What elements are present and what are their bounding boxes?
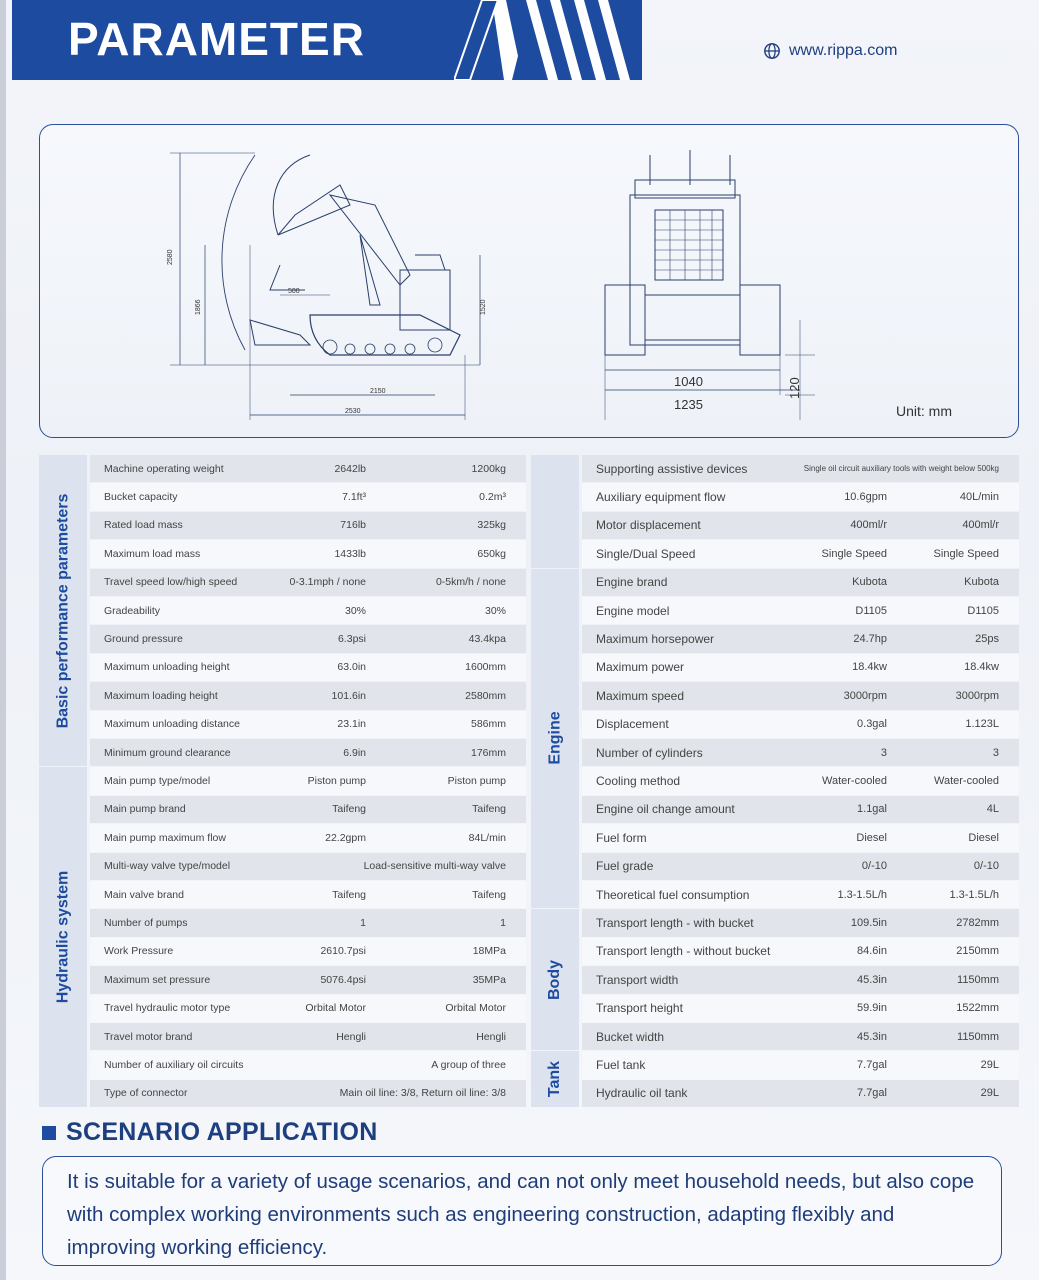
table-row — [90, 711, 526, 738]
param-value-imperial: A group of three — [431, 1059, 506, 1072]
table-row — [582, 938, 1019, 965]
unit-label: Unit: mm — [896, 403, 952, 419]
table-row — [90, 455, 526, 482]
param-value-imperial: 1433lb — [334, 547, 366, 560]
param-value-metric: 1150mm — [957, 1030, 999, 1043]
param-value-metric: 35MPa — [472, 973, 506, 986]
param-value-imperial: 109.5in — [850, 917, 887, 930]
param-value-metric: Kubota — [964, 576, 999, 589]
table-row — [90, 540, 526, 567]
group-label: Engine — [546, 711, 564, 766]
param-value-imperial: 101.6in — [331, 689, 366, 702]
table-row — [90, 569, 526, 596]
table-row — [582, 483, 1019, 510]
table-row — [90, 796, 526, 823]
param-name: Supporting assistive devices — [596, 461, 748, 476]
scenario-description: It is suitable for a variety of usage scenarios, and can not only meet household needs, but also cope with complex working environments such as engineering construction, adapting flexibly and improving working efficiency. — [42, 1156, 1002, 1266]
table-row — [582, 881, 1019, 908]
param-name: Maximum load mass — [104, 547, 201, 560]
table-row — [582, 909, 1019, 936]
param-value-metric: 1 — [500, 917, 506, 930]
logo-stripes-icon — [454, 0, 644, 80]
table-row — [582, 995, 1019, 1022]
param-name: Gradeability — [104, 604, 161, 617]
table-row — [582, 512, 1019, 539]
param-value-imperial: 7.1ft³ — [342, 491, 366, 504]
param-value-metric: 0-5km/h / none — [435, 576, 506, 589]
param-name: Multi-way valve type/model — [104, 860, 231, 873]
param-name: Travel hydraulic motor type — [104, 1002, 231, 1015]
dim-front-outer: 1235 — [674, 397, 703, 412]
table-row — [582, 682, 1019, 709]
table-row — [582, 966, 1019, 993]
param-name: Fuel tank — [596, 1058, 646, 1073]
param-value-metric: Water-cooled — [933, 775, 999, 788]
param-name: Motor displacement — [596, 518, 701, 533]
table-row — [582, 853, 1019, 880]
param-value-metric: Taifeng — [472, 888, 506, 901]
param-value-imperial: 5076.4psi — [320, 973, 366, 986]
group-hydraulic-system — [39, 767, 87, 1107]
table-row — [90, 1080, 526, 1107]
param-name: Main valve brand — [104, 888, 184, 901]
group-blank — [531, 455, 579, 568]
param-name: Engine oil change amount — [596, 802, 735, 817]
param-name: Number of cylinders — [596, 745, 703, 760]
table-row — [90, 938, 526, 965]
param-value-metric: 400ml/r — [962, 519, 999, 532]
table-row — [90, 682, 526, 709]
param-value-metric: Piston pump — [447, 775, 506, 788]
group-body — [531, 909, 579, 1050]
param-value-metric: Hengli — [476, 1030, 506, 1043]
param-value-metric: 586mm — [470, 718, 506, 731]
table-row — [582, 654, 1019, 681]
loader-drawing-svg — [40, 125, 1020, 439]
page-title: PARAMETER — [68, 13, 365, 65]
param-value-imperial: 45.3in — [857, 1030, 887, 1043]
table-row — [90, 853, 526, 880]
param-value-imperial: 84.6in — [857, 945, 887, 958]
scenario-heading — [42, 1118, 378, 1147]
dim-side-reach: 500 — [288, 288, 300, 295]
param-value-metric: 1522mm — [956, 1002, 999, 1015]
param-value-imperial: 7.7gal — [857, 1059, 887, 1072]
param-name: Single/Dual Speed — [596, 546, 696, 561]
param-value-imperial: Taifeng — [332, 888, 366, 901]
param-value-imperial: Kubota — [852, 576, 887, 589]
param-value-metric: 2150mm — [956, 945, 999, 958]
param-value-imperial: 22.2gpm — [325, 831, 366, 844]
table-row — [90, 483, 526, 510]
param-value-metric: 30% — [484, 604, 506, 617]
param-name: Fuel form — [596, 830, 647, 845]
dim-side-dump: 2150 — [370, 388, 386, 395]
table-row — [90, 881, 526, 908]
param-value-imperial: 7.7gal — [857, 1087, 887, 1100]
param-name: Maximum loading height — [104, 689, 218, 702]
dim-front-height: 120 — [787, 377, 802, 399]
param-value-imperial: 10.6gpm — [844, 491, 887, 504]
param-value-imperial: 3 — [880, 746, 887, 759]
param-value-imperial: 2642lb — [334, 462, 366, 475]
param-value-imperial: 6.3psi — [337, 633, 366, 646]
param-value-metric: 0/-10 — [973, 860, 999, 873]
table-row — [582, 711, 1019, 738]
group-label: Tank — [546, 1061, 564, 1098]
table-row — [582, 796, 1019, 823]
param-value-metric: 4L — [986, 803, 999, 816]
param-name: Transport length - with bucket — [596, 916, 754, 931]
param-value-metric: 1150mm — [957, 973, 999, 986]
param-value-imperial: Single oil circuit auxiliary tools with weight below 500kg — [803, 464, 999, 474]
table-row — [90, 995, 526, 1022]
param-value-metric: 29L — [980, 1087, 999, 1100]
param-value-metric: 3000rpm — [955, 689, 999, 702]
param-value-imperial: Orbital Motor — [305, 1002, 366, 1015]
param-name: Auxiliary equipment flow — [596, 490, 726, 505]
table-row — [582, 824, 1019, 851]
param-value-imperial: 24.7hp — [853, 633, 887, 646]
param-value-imperial: 63.0in — [337, 661, 366, 674]
param-name: Maximum horsepower — [596, 632, 715, 647]
param-value-imperial: Main oil line: 3/8, Return oil line: 3/8 — [339, 1087, 506, 1100]
table-row — [582, 597, 1019, 624]
group-label: Basic performance parameters — [53, 493, 71, 729]
table-row — [582, 625, 1019, 652]
param-value-metric: D1105 — [967, 604, 999, 617]
table-row — [90, 512, 526, 539]
param-value-imperial: Hengli — [336, 1030, 366, 1043]
param-name: Maximum speed — [596, 688, 685, 703]
param-value-metric: Orbital Motor — [445, 1002, 506, 1015]
dim-side-length: 2530 — [345, 408, 361, 415]
table-row — [582, 455, 1019, 482]
param-name: Maximum set pressure — [104, 973, 211, 986]
param-value-imperial: Diesel — [856, 831, 887, 844]
param-value-imperial: Load-sensitive multi-way valve — [363, 860, 506, 873]
table-row — [582, 569, 1019, 596]
param-name: Maximum unloading height — [104, 661, 230, 674]
param-value-metric: 0.2m³ — [479, 491, 506, 504]
param-value-metric: 176mm — [470, 746, 506, 759]
param-name: Bucket capacity — [104, 491, 178, 504]
param-name: Type of connector — [104, 1087, 188, 1100]
table-row — [90, 1051, 526, 1078]
param-name: Hydraulic oil tank — [596, 1086, 688, 1101]
table-row — [90, 739, 526, 766]
param-value-imperial: Taifeng — [332, 803, 366, 816]
group-basic-performance-parameters — [39, 455, 87, 766]
table-row — [582, 739, 1019, 766]
table-row — [90, 625, 526, 652]
table-row — [90, 654, 526, 681]
param-value-metric: 1.123L — [965, 718, 999, 731]
square-bullet-icon — [42, 1126, 56, 1140]
param-value-imperial: 45.3in — [857, 973, 887, 986]
param-value-metric: 25ps — [975, 633, 999, 646]
dim-side-height: 1520 — [480, 299, 487, 315]
param-value-metric: 2580mm — [465, 689, 506, 702]
param-value-metric: 1200kg — [471, 462, 506, 475]
scenario-title: SCENARIO APPLICATION — [66, 1118, 378, 1146]
group-tank — [531, 1051, 579, 1107]
param-name: Engine model — [596, 603, 670, 618]
param-name: Main pump type/model — [104, 775, 211, 788]
table-row — [582, 767, 1019, 794]
param-value-metric: 18.4kw — [964, 661, 999, 674]
table-row — [90, 909, 526, 936]
dim-side-total-height: 2580 — [167, 249, 174, 265]
table-row — [582, 1023, 1019, 1050]
group-engine — [531, 569, 579, 909]
param-name: Transport length - without bucket — [596, 944, 771, 959]
dim-side-pin-height: 1866 — [195, 299, 202, 315]
website-text: www.rippa.com — [789, 42, 898, 59]
param-name: Main pump brand — [104, 803, 186, 816]
param-value-imperial: 6.9in — [343, 746, 366, 759]
table-row — [90, 824, 526, 851]
param-name: Transport width — [596, 972, 679, 987]
param-name: Transport height — [596, 1001, 683, 1016]
param-value-imperial: 2610.7psi — [320, 945, 366, 958]
param-value-metric: 18MPa — [472, 945, 506, 958]
param-value-metric: 325kg — [477, 519, 506, 532]
param-name: Number of pumps — [104, 917, 188, 930]
param-value-metric: 3 — [992, 746, 999, 759]
param-name: Maximum power — [596, 660, 685, 675]
param-value-metric: 43.4kpa — [468, 633, 506, 646]
param-value-imperial: 1.3-1.5L/h — [837, 888, 887, 901]
param-name: Work Pressure — [104, 945, 174, 958]
param-value-imperial: 1 — [360, 917, 366, 930]
group-label: Hydraulic system — [53, 871, 71, 1004]
param-value-imperial: Piston pump — [307, 775, 366, 788]
param-name: Number of auxiliary oil circuits — [104, 1059, 244, 1072]
param-name: Bucket width — [596, 1029, 665, 1044]
param-name: Travel speed low/high speed — [104, 576, 238, 589]
param-value-metric: 1.3-1.5L/h — [949, 888, 999, 901]
param-value-imperial: Water-cooled — [821, 775, 887, 788]
group-label: Body — [546, 959, 563, 1000]
param-value-imperial: 0/-10 — [861, 860, 887, 873]
website-link[interactable] — [763, 42, 897, 60]
param-value-imperial: 23.1in — [337, 718, 366, 731]
param-value-imperial: 3000rpm — [843, 689, 887, 702]
param-name: Travel motor brand — [104, 1030, 193, 1043]
table-row — [582, 1051, 1019, 1078]
param-value-metric: 1600mm — [465, 661, 506, 674]
param-value-imperial: 0-3.1mph / none — [289, 576, 366, 589]
param-value-imperial: 400ml/r — [850, 519, 887, 532]
param-value-imperial: 1.1gal — [857, 803, 887, 816]
table-row — [90, 966, 526, 993]
param-value-metric: Taifeng — [472, 803, 506, 816]
param-name: Maximum unloading distance — [104, 718, 240, 731]
param-value-imperial: 716lb — [340, 519, 366, 532]
param-name: Minimum ground clearance — [104, 746, 231, 759]
param-value-imperial: 18.4kw — [852, 661, 887, 674]
param-name: Cooling method — [596, 774, 681, 789]
param-name: Theoretical fuel consumption — [596, 887, 750, 902]
globe-icon — [763, 42, 781, 60]
technical-drawing — [39, 124, 1019, 438]
param-value-metric: 84L/min — [468, 831, 506, 844]
param-name: Displacement — [596, 717, 669, 732]
param-value-imperial: 0.3gal — [857, 718, 887, 731]
param-name: Engine brand — [596, 575, 668, 590]
table-row — [582, 540, 1019, 567]
param-name: Ground pressure — [104, 633, 183, 646]
param-name: Rated load mass — [104, 519, 183, 532]
param-value-imperial: 30% — [344, 604, 366, 617]
param-value-imperial: Single Speed — [821, 547, 887, 560]
dim-front-inner: 1040 — [674, 374, 703, 389]
param-value-metric: 29L — [980, 1059, 999, 1072]
param-name: Machine operating weight — [104, 462, 224, 475]
param-value-metric: 40L/min — [959, 491, 999, 504]
param-value-imperial: D1105 — [855, 604, 887, 617]
param-value-metric: Single Speed — [933, 547, 999, 560]
param-name: Main pump maximum flow — [104, 831, 226, 844]
table-row — [90, 597, 526, 624]
param-name: Fuel grade — [596, 859, 654, 874]
table-row — [582, 1080, 1019, 1107]
table-row — [90, 1023, 526, 1050]
param-value-imperial: 59.9in — [857, 1002, 887, 1015]
table-row — [90, 767, 526, 794]
param-value-metric: Diesel — [968, 831, 999, 844]
param-value-metric: 2782mm — [956, 917, 999, 930]
param-value-metric: 650kg — [477, 547, 506, 560]
